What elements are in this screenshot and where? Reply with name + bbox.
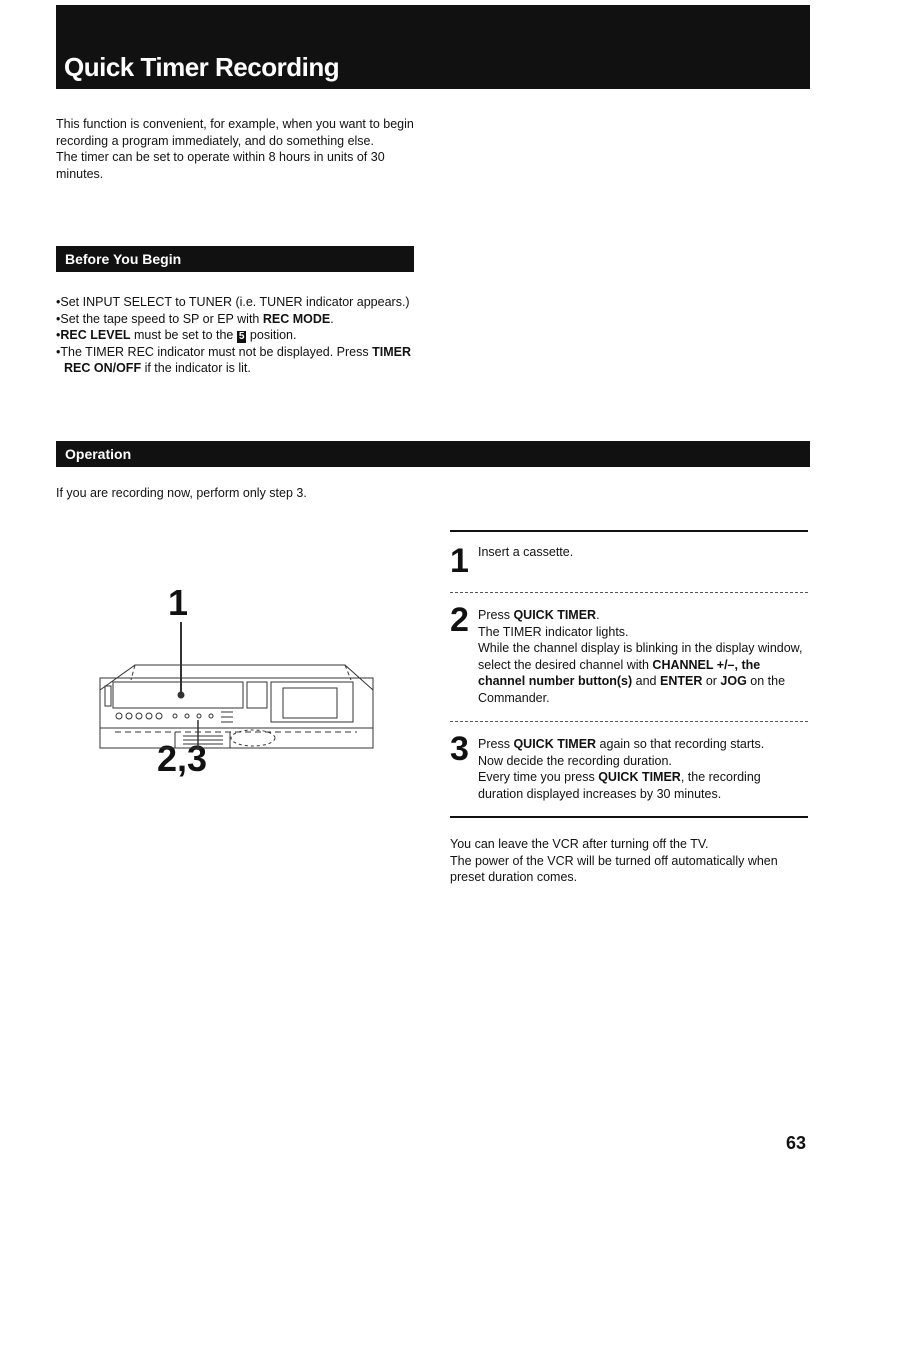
- before-you-begin-list: [56, 294, 416, 377]
- vcr-illustration: [95, 620, 385, 760]
- page-number: 63: [786, 1133, 807, 1153]
- operation-note: If you are recording now, perform only step 3.: [56, 486, 307, 500]
- intro-paragraph-1: This function is convenient, for example, when you want to begin recording a program immediately, and do something else.: [56, 117, 414, 148]
- closing-paragraph-2: The power of the VCR will be turned off automatically when preset duration comes.: [450, 853, 778, 884]
- step-1: 1 Insert a cassette.: [450, 542, 574, 580]
- list-item: • Set the tape speed to SP or EP with REC MODE.: [56, 311, 416, 328]
- title-bar: [56, 5, 810, 89]
- step-number: 1: [450, 542, 469, 580]
- list-item: • REC LEVEL must be set to the 5 position.: [56, 327, 416, 344]
- closing-paragraph-1: You can leave the VCR after turning off the TV.: [450, 837, 709, 851]
- step-2: 2 Press QUICK TIMER. The TIMER indicator lights. While the channel display is blinking in the display window, select the desired channel with CHANNEL +/–, the channel number button(s) and ENTER or JOG on the Commander.: [450, 601, 803, 705]
- step-number: 2: [450, 601, 469, 639]
- step-number: 3: [450, 730, 469, 768]
- list-item: • Set INPUT SELECT to TUNER (i.e. TUNER indicator appears.): [56, 294, 416, 311]
- intro-text: [56, 116, 416, 182]
- steps-column: [450, 530, 808, 818]
- operation-heading: Operation: [65, 446, 132, 462]
- illustration-label-1: 1: [168, 582, 189, 623]
- divider: [450, 816, 808, 818]
- position-box: 5: [238, 331, 245, 342]
- list-item: • The TIMER REC indicator must not be displayed. Press TIMER REC ON/OFF if the indicator is lit.: [56, 344, 416, 377]
- before-you-begin-heading: Before You Begin: [65, 251, 182, 267]
- illustration-label-2-3: 2,3: [157, 738, 208, 779]
- step-3: 3 Press QUICK TIMER again so that recording starts. Now decide the recording duration. Every time you press QUICK TIMER, the recording duration displayed increases by 30 minutes.: [450, 730, 765, 801]
- intro-paragraph-2: The timer can be set to operate within 8 hours in units of 30 minutes.: [56, 150, 385, 181]
- page-title: Quick Timer Recording: [64, 52, 340, 82]
- before-you-begin-bar: [56, 246, 414, 272]
- closing-text: [450, 836, 808, 886]
- operation-bar: [56, 441, 810, 467]
